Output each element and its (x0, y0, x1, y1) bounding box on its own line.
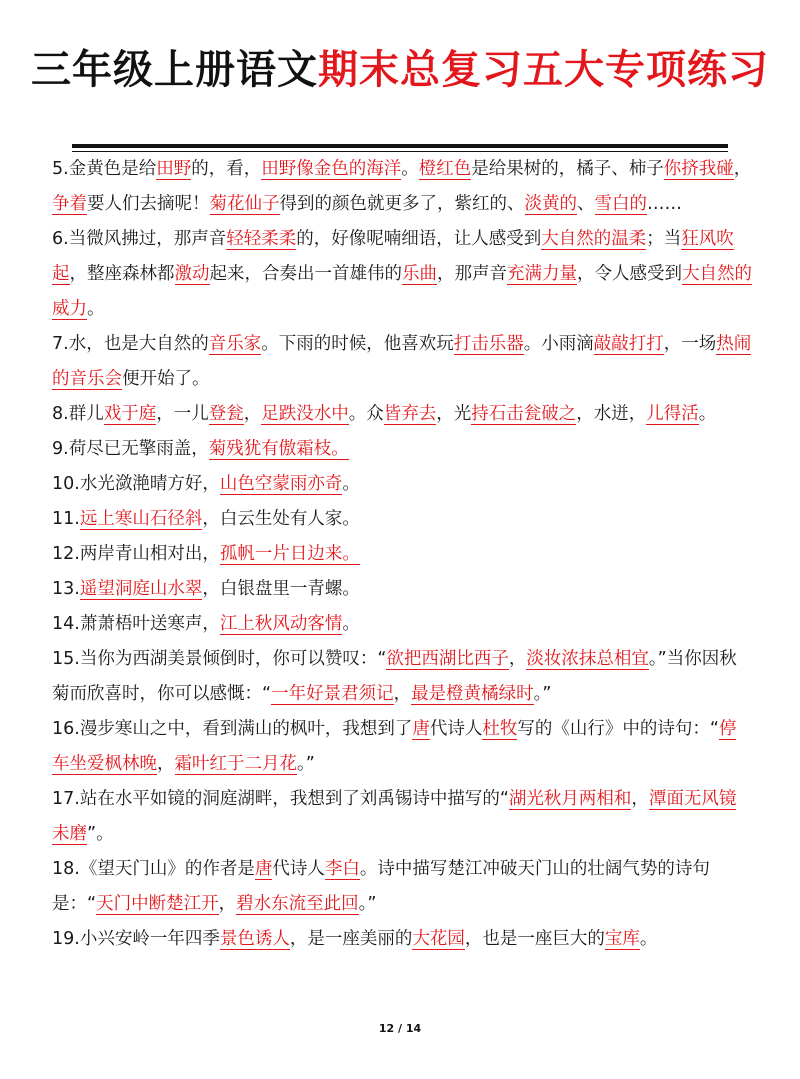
question-text: 的，好像呢喃细语，让人感受到 (296, 229, 542, 249)
page-title (0, 44, 800, 96)
title-black-part: 三年级上册语文 (31, 47, 318, 93)
answer-highlight: 橙红色 (418, 159, 472, 179)
answer-highlight: 你挤我碰 (663, 159, 734, 179)
question-text: 便开始了。 (122, 369, 210, 389)
answer-highlight: 杜牧 (482, 719, 518, 739)
exercise-item (52, 397, 752, 432)
answer-highlight: 热闹的音乐会 (52, 334, 752, 389)
question-text: 12.两岸青山相对出， (52, 544, 220, 564)
question-text: 是给果树的，橘子、柿子 (471, 159, 664, 179)
question-text: ， (393, 684, 412, 704)
answer-highlight: 天门中断楚江开 (96, 894, 219, 914)
question-text: 14.萧萧梧叶送寒声， (52, 614, 220, 634)
question-text: ， (218, 894, 237, 914)
question-text: 15.当你为西湖美景倾倒时，你可以赞叹：“ (52, 649, 387, 669)
question-text: ，也是一座巨大的 (464, 929, 605, 949)
question-text: ， (157, 754, 175, 774)
answer-highlight: 争着 (52, 194, 87, 214)
question-text: 。” (297, 754, 315, 774)
exercise-item (52, 502, 752, 537)
exercise-item (52, 642, 752, 712)
answer-highlight: 远上寒山石径斜 (79, 509, 203, 529)
answer-highlight: 儿得活 (646, 404, 699, 424)
answer-highlight: 田野像金色的海洋 (261, 159, 402, 179)
page-indicator: 12 / 14 (378, 1022, 422, 1035)
question-text: ，那声音 (437, 264, 507, 284)
answer-highlight: 淡妆浓抹总相宜 (526, 649, 649, 669)
question-text: ，白银盘里一青螺。 (202, 579, 360, 599)
question-text: ， (631, 789, 649, 809)
answer-highlight: 充满力量 (507, 264, 577, 284)
answer-highlight: 菊残犹有傲霜枝。 (208, 439, 349, 459)
exercise-item (52, 152, 752, 222)
question-text: 19.小兴安岭一年四季 (52, 929, 220, 949)
question-text: 。小雨滴 (523, 334, 594, 354)
question-text: 要人们去摘呢！ (87, 194, 210, 214)
answer-highlight: 轻轻柔柔 (226, 229, 297, 249)
question-text: 。 (342, 474, 360, 494)
question-text: 得到的颜色就更多了，紫红的、 (279, 194, 525, 214)
question-text: 写的《山行》中的诗句：“ (517, 719, 719, 739)
answer-highlight: 霜叶红于二月花 (174, 754, 297, 774)
question-text: 起来，合奏出一首雄伟的 (209, 264, 402, 284)
question-text: 、 (577, 194, 595, 214)
answer-highlight: 一年好景君须记 (271, 684, 394, 704)
question-text: 。 (342, 614, 360, 634)
question-text: 6.当微风拂过，那声音 (52, 229, 227, 249)
question-text: ”。 (87, 824, 114, 844)
question-text: 。众 (348, 404, 384, 424)
question-text: ，水迸， (576, 404, 647, 424)
question-text: 17.站在水平如镜的洞庭湖畔，我想到了刘禹锡诗中描写的“ (52, 789, 509, 809)
title-rule-thick (72, 144, 728, 148)
question-text: 18.《望天门山》的作者是 (52, 859, 255, 879)
answer-highlight: 山色空蒙雨亦奇 (219, 474, 343, 494)
question-text: ，一儿 (156, 404, 209, 424)
exercise-item (52, 922, 752, 957)
question-text: 代诗人 (272, 859, 325, 879)
answer-highlight: 雪白的 (594, 194, 647, 214)
answer-highlight: 持石击瓮破之 (471, 404, 577, 424)
question-text: 。 (87, 299, 105, 319)
answer-highlight: 狂风吹起 (52, 229, 734, 284)
title-red-part: 期末总复习五大专项练习 (318, 47, 769, 93)
exercise-item (52, 432, 752, 467)
question-text: ，令人感受到 (577, 264, 682, 284)
answer-highlight: 登瓮 (208, 404, 244, 424)
answer-highlight: 皆弃去 (383, 404, 437, 424)
answer-highlight: 欲把西湖比西子 (386, 649, 509, 669)
answer-highlight: 宝库 (604, 929, 640, 949)
question-text: 。 (639, 929, 658, 949)
answer-highlight: 潭面无风镜未磨 (52, 789, 737, 844)
question-text: ，整座森林都 (69, 264, 175, 284)
answer-highlight: 大自然的温柔 (541, 229, 647, 249)
question-text: 。”当你因秋菊而欣喜时，你可以感慨：“ (52, 649, 737, 704)
answer-highlight: 淡黄的 (524, 194, 577, 214)
answer-highlight: 孤帆一片日边来。 (219, 544, 360, 564)
question-text: ，光 (436, 404, 472, 424)
question-text: …… (647, 194, 682, 214)
question-text: 。” (533, 684, 552, 704)
question-text: 7.水，也是大自然的 (52, 334, 209, 354)
answer-highlight: 足跌没水中 (261, 404, 349, 424)
exercise-item (52, 572, 752, 607)
question-text: 。诗中描写楚江冲破天门山的壮阔气势的诗句是：“ (52, 859, 710, 914)
answer-highlight: 湖光秋月两相和 (508, 789, 632, 809)
answer-highlight: 李白 (324, 859, 360, 879)
question-text: ， (243, 404, 262, 424)
question-text: 的，看， (191, 159, 262, 179)
question-text: ，白云生处有人家。 (202, 509, 360, 529)
answer-highlight: 唐 (254, 859, 273, 879)
question-text: 10.水光潋滟晴方好， (52, 474, 220, 494)
answer-highlight: 大花园 (412, 929, 465, 949)
answer-highlight: 打击乐器 (453, 334, 524, 354)
question-text: 13. (52, 579, 80, 599)
question-text: 。 (401, 159, 419, 179)
answer-highlight: 音乐家 (208, 334, 262, 354)
question-text: ， (733, 159, 752, 179)
answer-highlight: 激动 (174, 264, 210, 284)
answer-highlight: 碧水东流至此回 (236, 894, 359, 914)
exercise-item (52, 467, 752, 502)
exercise-list (52, 152, 752, 957)
answer-highlight: 遥望洞庭山水翠 (79, 579, 203, 599)
answer-highlight: 最是橙黄橘绿时 (411, 684, 534, 704)
exercise-item (52, 712, 752, 782)
question-text: 5.金黄色是给 (52, 159, 157, 179)
exercise-item (52, 607, 752, 642)
exercise-item (52, 537, 752, 572)
question-text: 。下雨的时候，他喜欢玩 (261, 334, 454, 354)
question-text: ，是一座美丽的 (289, 929, 413, 949)
answer-highlight: 江上秋风动客情 (219, 614, 343, 634)
exercise-item (52, 782, 752, 852)
exercise-item (52, 852, 752, 922)
question-text: 16.漫步寒山之中，看到满山的枫叶，我想到了 (52, 719, 413, 739)
answer-highlight: 唐 (412, 719, 430, 739)
answer-highlight: 乐曲 (402, 264, 437, 284)
answer-highlight: 敲敲打打 (593, 334, 664, 354)
question-text: ，一场 (663, 334, 717, 354)
answer-highlight: 田野 (156, 159, 192, 179)
answer-highlight: 大自然的威力 (52, 264, 752, 319)
answer-highlight: 景色诱人 (219, 929, 290, 949)
question-text: 代诗人 (429, 719, 483, 739)
exercise-item (52, 222, 752, 327)
answer-highlight: 菊花仙子 (209, 194, 280, 214)
question-text: 8.群儿 (52, 404, 104, 424)
exercise-item (52, 327, 752, 397)
question-text: 。” (358, 894, 377, 914)
question-text: 9.荷尽已无擎雨盖， (52, 439, 209, 459)
answer-highlight: 戏于庭 (103, 404, 157, 424)
question-text: ， (508, 649, 527, 669)
question-text: ；当 (646, 229, 682, 249)
question-text: 11. (52, 509, 80, 529)
answer-highlight: 停车坐爱枫林晚 (52, 719, 737, 774)
question-text: 。 (698, 404, 717, 424)
